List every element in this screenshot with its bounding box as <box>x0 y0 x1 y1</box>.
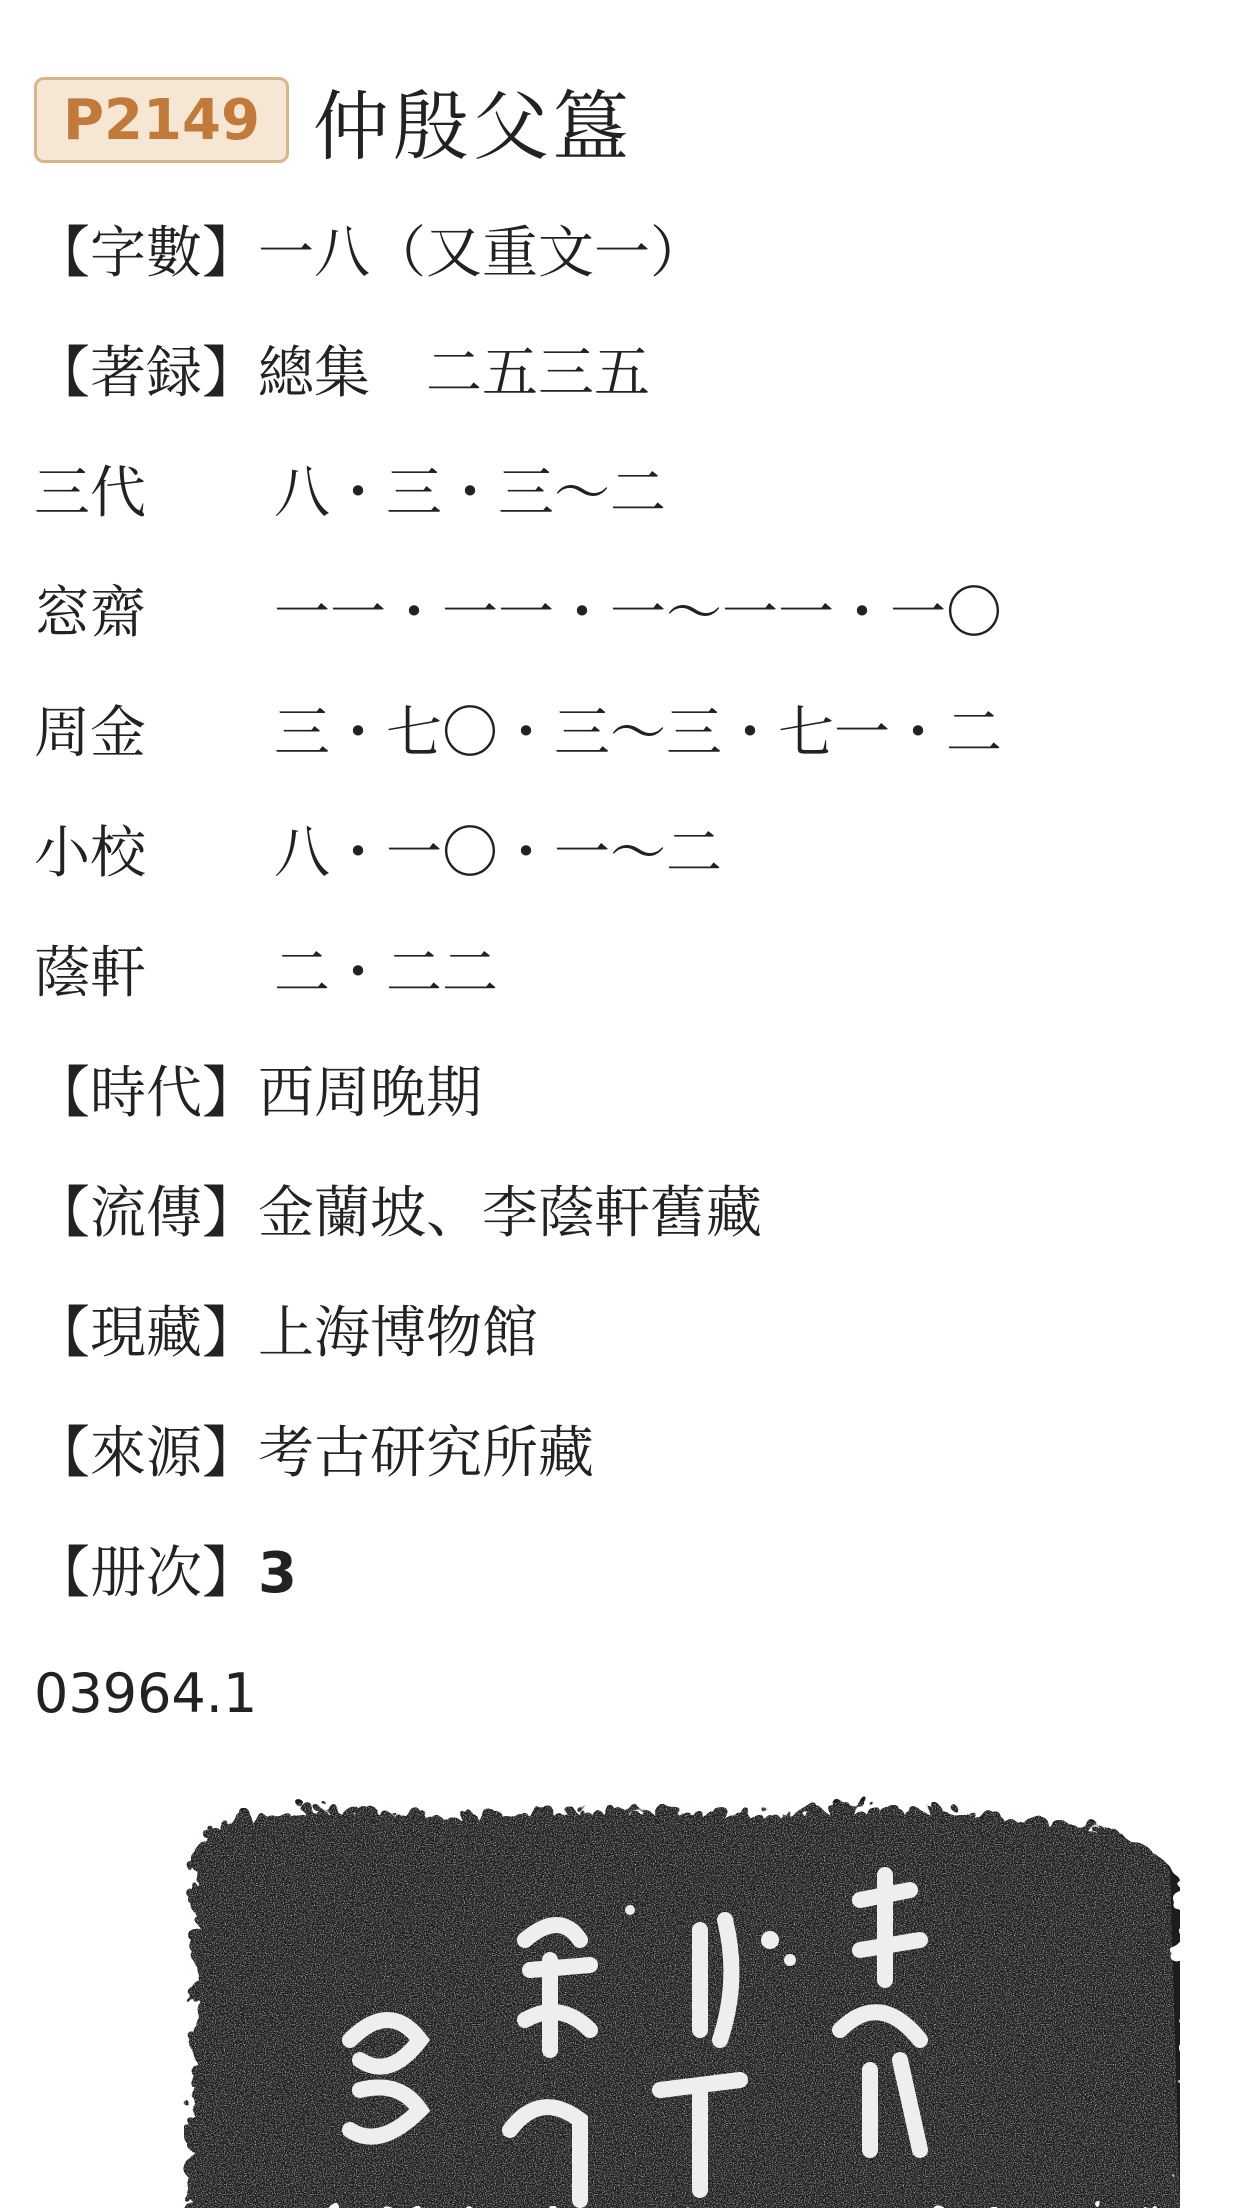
source-name: 蔭軒 <box>34 941 146 1006</box>
provenance-row <box>34 1174 762 1254</box>
source-name: 小校 <box>34 821 146 886</box>
era-row <box>34 1054 482 1134</box>
provenance-value: 金蘭坡、李蔭軒舊藏 <box>258 1181 762 1246</box>
location-label: 【現藏】 <box>34 1301 258 1366</box>
source-ref: 八・一〇・一～二 <box>274 821 722 886</box>
title-row <box>34 74 633 171</box>
location-value: 上海博物館 <box>258 1301 538 1366</box>
origin-row <box>34 1414 594 1494</box>
source-row <box>34 694 1002 774</box>
source-row <box>34 934 498 1014</box>
volume-value: 3 <box>258 1541 297 1606</box>
source-name: 周金 <box>34 701 146 766</box>
era-label: 【時代】 <box>34 1061 258 1126</box>
volume-row <box>34 1534 297 1614</box>
source-ref: 一一・一一・一～一一・一〇 <box>274 581 1002 646</box>
source-row <box>34 574 1002 654</box>
char-count-row <box>34 214 706 294</box>
source-name: 三代 <box>34 461 146 526</box>
location-row <box>34 1294 538 1374</box>
origin-value: 考古研究所藏 <box>258 1421 594 1486</box>
source-name: 窓齋 <box>34 581 146 646</box>
source-ref: 三・七〇・三～三・七一・二 <box>274 701 1002 766</box>
era-value: 西周晚期 <box>258 1061 482 1126</box>
inscription-rubbing-image <box>180 1790 1180 2208</box>
char-count-label: 【字數】 <box>34 221 258 286</box>
code-badge: P2149 <box>34 77 289 163</box>
records-label: 【著録】 <box>34 341 258 406</box>
source-ref: 八・三・三～二 <box>274 461 666 526</box>
origin-label: 【來源】 <box>34 1421 258 1486</box>
catalog-number: 03964.1 <box>34 1662 258 1725</box>
records-value: 總集 二五三五 <box>258 341 650 406</box>
page-title: 仲殷父簋 <box>312 81 633 171</box>
source-ref: 二・二二 <box>274 941 498 1006</box>
provenance-label: 【流傳】 <box>34 1181 258 1246</box>
source-row <box>34 814 722 894</box>
volume-label: 【册次】 <box>34 1541 258 1606</box>
source-row <box>34 454 666 534</box>
records-row <box>34 334 650 414</box>
char-count-value: 一八（又重文一） <box>258 221 706 286</box>
